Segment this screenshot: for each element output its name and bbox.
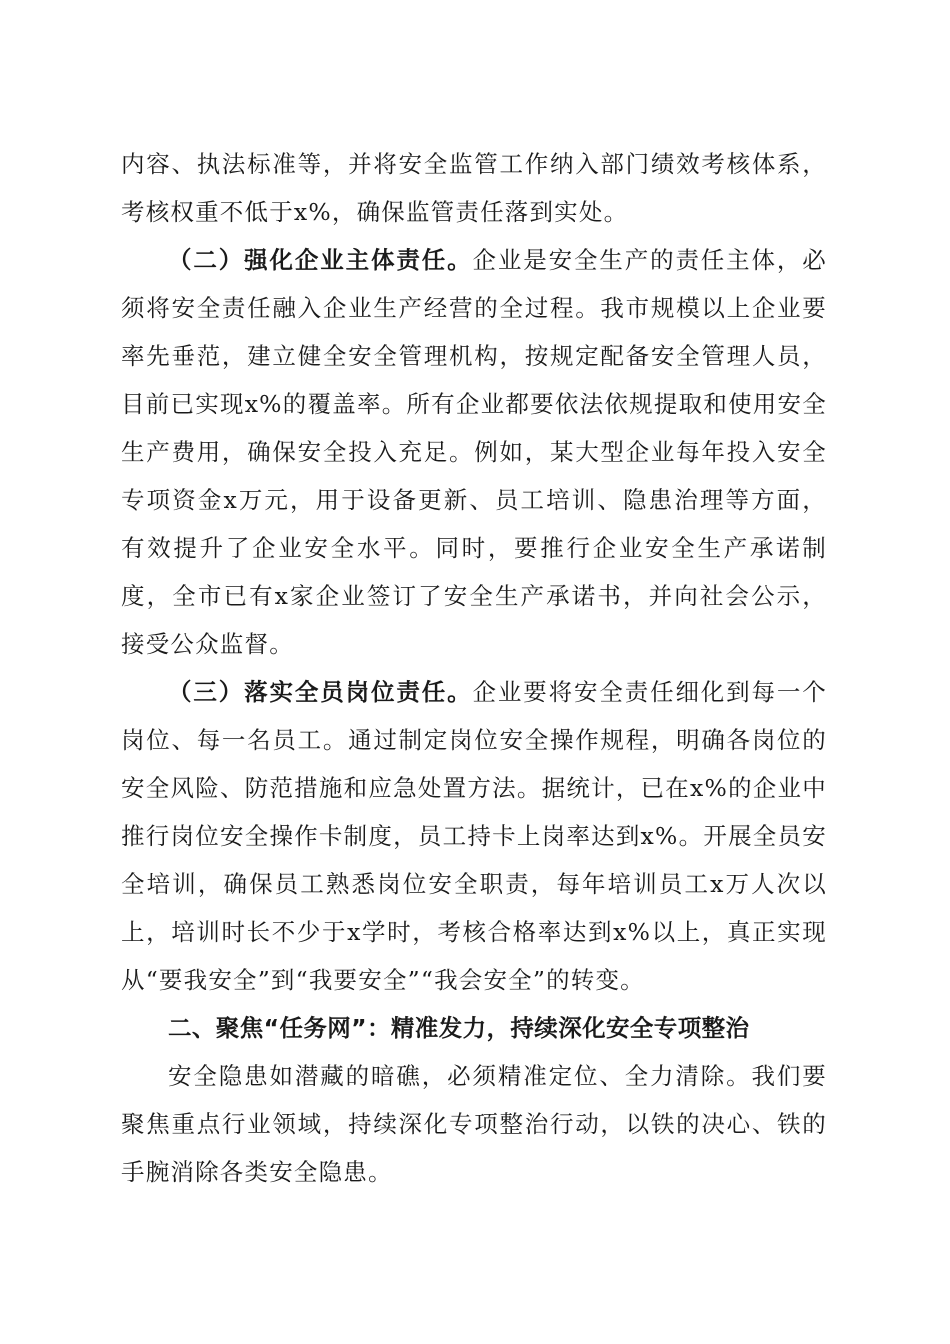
paragraph-hazard-rectification	[121, 1052, 827, 1196]
paragraph-enterprise-responsibility	[121, 236, 827, 668]
subheading-enterprise-responsibility: （二）强化企业主体责任。	[168, 246, 473, 274]
paragraph-post-responsibility-text: 企业要将安全责任细化到每一个岗位、每一名员工。通过制定岗位安全操作规程，明确各岗位的安全风险、防范措施和应急处置方法。据统计，已在x%的企业中推行岗位安全操作卡制度，员工持卡上岗率达到x%。开展全员安全培训，确保员工熟悉岗位安全职责，每年培训员工x万人次以上，培训时长不少于x学时，考核合格率达到x%以上，真正实现从“要我安全”到“我要安全”“我会安全”的转变。	[121, 678, 827, 994]
paragraph-hazard-rectification-text: 安全隐患如潜藏的暗礁，必须精准定位、全力清除。我们要聚焦重点行业领域，持续深化专项整治行动，以铁的决心、铁的手腕消除各类安全隐患。	[121, 1062, 827, 1186]
subheading-post-responsibility: （三）落实全员岗位责任。	[168, 678, 473, 706]
document-body	[121, 140, 827, 1196]
paragraph-post-responsibility	[121, 668, 827, 1004]
paragraph-continuation-text: 内容、执法标准等，并将安全监管工作纳入部门绩效考核体系，考核权重不低于x%，确保监管责任落到实处。	[121, 150, 827, 226]
paragraph-enterprise-responsibility-text: 企业是安全生产的责任主体，必须将安全责任融入企业生产经营的全过程。我市规模以上企业要率先垂范，建立健全安全管理机构，按规定配备安全管理人员，目前已实现x%的覆盖率。所有企业都要依法依规提取和使用安全生产费用，确保安全投入充足。例如，某大型企业每年投入安全专项资金x万元，用于设备更新、员工培训、隐患治理等方面，有效提升了企业安全水平。同时，要推行企业安全生产承诺制度，全市已有x家企业签订了安全生产承诺书，并向社会公示，接受公众监督。	[121, 246, 827, 658]
paragraph-continuation	[121, 140, 827, 236]
section-heading-task-network: 二、聚焦“任务网”：精准发力，持续深化安全专项整治	[168, 1014, 750, 1042]
